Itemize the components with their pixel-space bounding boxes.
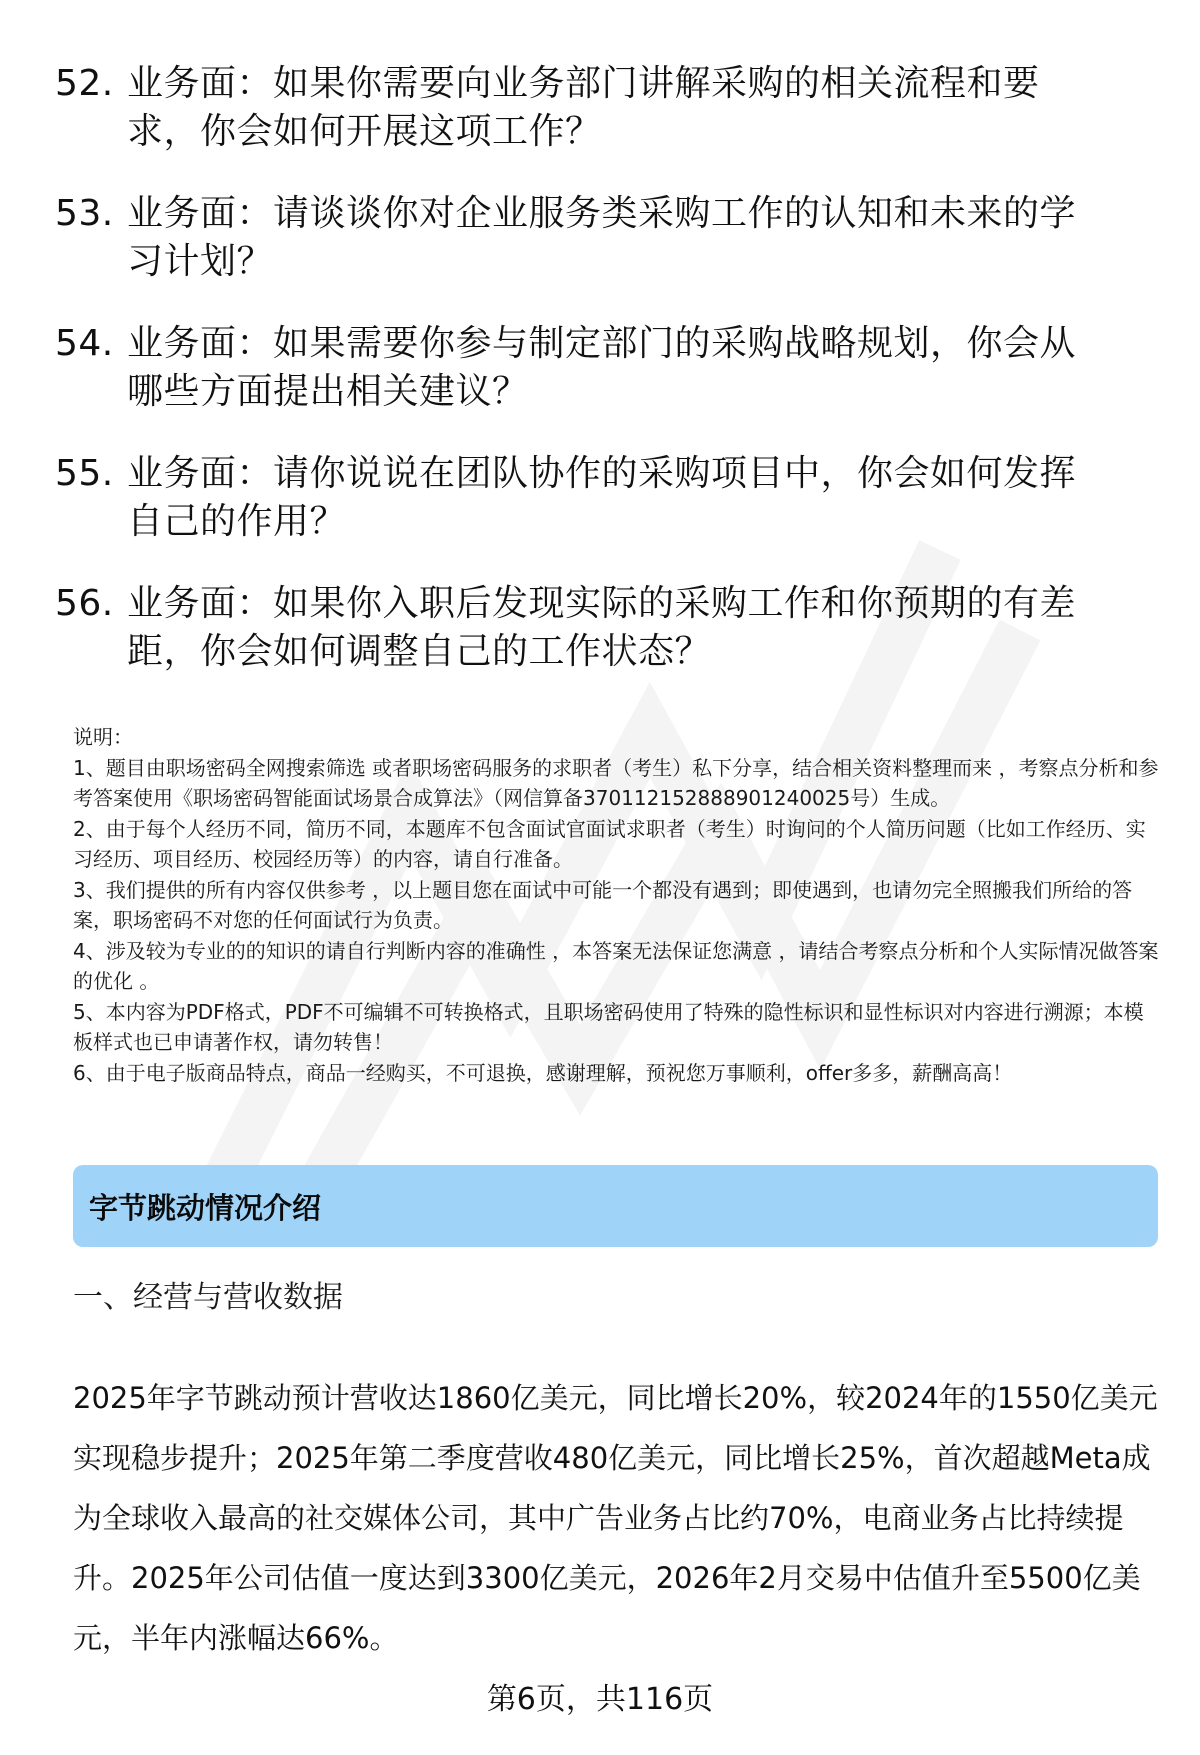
note-item: 3、我们提供的所有内容仅供参考 ，以上题目您在面试中可能一个都没有遇到；即使遇到，也请勿完全照搬我们所给的答案，职场密码不对您的任何面试行为负责。 [73,877,1133,932]
question-item [55,320,1145,416]
question-number: 56. [55,583,114,624]
question-text: 业务面：如果你入职后发现实际的采购工作和你预期的有差距，你会如何调整自己的工作状态？ [127,583,1077,672]
question-item [55,190,1145,286]
question-list [55,60,1145,710]
body-paragraph: 2025年字节跳动预计营收达1860亿美元，同比增长20%，较2024年的1550亿美元实现稳步提升；2025年第二季度营收480亿美元，同比增长25%，首次超越Meta成为全球收入最高的社交媒体公司，其中广告业务占比约70%，电商业务占比持续提升。2025年公司估值一度达到3300亿美元，2026年2月交易中估值升至5500亿美元，半年内涨幅达66%。 [73,1381,1158,1655]
question-text: 业务面：如果需要你参与制定部门的采购战略规划，你会从哪些方面提出相关建议？ [127,323,1077,412]
disclaimer-notes [73,722,1163,1088]
note-item: 2、由于每个人经历不同，简历不同，本题库不包含面试官面试求职者（考生）时询问的个人简历问题（比如工作经历、实习经历、项目经历、校园经历等）的内容，请自行准备。 [73,816,1146,871]
page-number: 第6页，共116页 [486,1682,714,1717]
note-item: 1、题目由职场密码全网搜索筛选 或者职场密码服务的求职者（考生）私下分享，结合相关资料整理而来 ，考察点分析和参考答案使用《职场密码智能面试场景合成算法》（网信算备370112152888901240025号）生成。 [73,755,1159,810]
notes-title: 说明： [73,725,133,749]
question-number: 54. [55,323,114,364]
question-text: 业务面：请你说说在团队协作的采购项目中，你会如何发挥自己的作用？ [127,453,1077,542]
question-item [55,450,1145,546]
question-number: 52. [55,63,114,104]
note-item: 6、由于电子版商品特点，商品一经购买，不可退换，感谢理解，预祝您万事顺利，offer多多，薪酬高高！ [73,1060,1013,1085]
sub-heading: 一、经营与营收数据 [73,1280,343,1315]
section-header [73,1165,1158,1247]
section-title: 字节跳动情况介绍 [89,1190,322,1225]
note-item: 5、本内容为PDF格式，PDF不可编辑不可转换格式，且职场密码使用了特殊的隐性标识和显性标识对内容进行溯源；本模板样式也已申请著作权，请勿转售！ [73,999,1144,1054]
question-item [55,60,1145,156]
question-text: 业务面：请谈谈你对企业服务类采购工作的认知和未来的学习计划？ [127,193,1077,282]
question-text: 业务面：如果你需要向业务部门讲解采购的相关流程和要求，你会如何开展这项工作？ [127,63,1040,152]
note-item: 4、涉及较为专业的的知识的请自行判断内容的准确性 ，本答案无法保证您满意 ，请结合考察点分析和个人实际情况做答案的优化 。 [73,938,1159,993]
question-item [55,580,1145,676]
question-number: 53. [55,193,114,234]
question-number: 55. [55,453,114,494]
